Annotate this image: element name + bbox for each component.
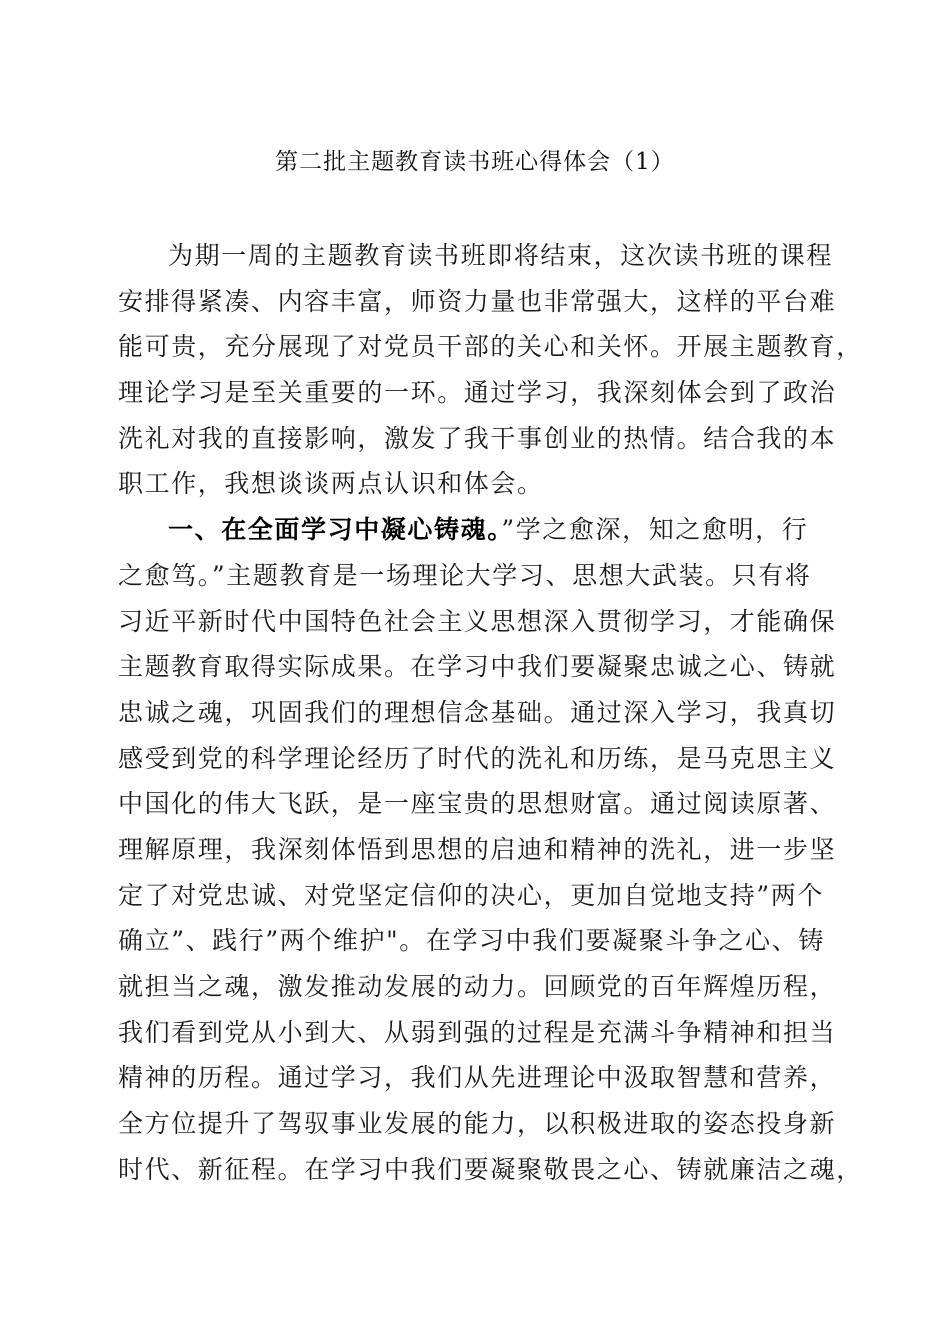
section-first-line-text: ”学之愈深，知之愈明，行 (501, 515, 809, 545)
paragraph-line: 我们看到党从小到大、从弱到强的过程是充满斗争精神和担当 (118, 1017, 837, 1047)
paragraph-line: 就担当之魂，激发推动发展的动力。回顾党的百年辉煌历程， (118, 972, 837, 1001)
paragraph-line: 全方位提升了驾驭事业发展的能力，以积极进取的姿态投身新 (118, 1109, 837, 1139)
paragraph-line: 安排得紧凑、内容丰富，师资力量也非常强大，这样的平台难 (118, 286, 837, 316)
paragraph-line: 时代、新征程。在学习中我们要凝聚敬畏之心、铸就廉洁之魂， (118, 1154, 863, 1184)
paragraph-line: 中国化的伟大飞跃，是一座宝贵的思想财富。通过阅读原著、 (118, 789, 837, 819)
paragraph-line: 主题教育取得实际成果。在学习中我们要凝聚忠诚之心、铸就 (118, 652, 837, 682)
paragraph-line: 理论学习是至关重要的一环。通过学习，我深刻体会到了政治 (118, 378, 837, 408)
paragraph-line: 习近平新时代中国特色社会主义思想深入贯彻学习，才能确保 (118, 606, 837, 636)
document-title: 第二批主题教育读书班心得体会（1） (275, 149, 675, 175)
paragraph-line: 能可贵，充分展现了对党员干部的关心和关怀。开展主题教育， (118, 332, 863, 362)
paragraph-line: 忠诚之魂，巩固我们的理想信念基础。通过深入学习，我真切 (118, 697, 837, 727)
paragraph-line: 确立”、践行”两个维护"。在学习中我们要凝聚斗争之心、铸 (118, 926, 825, 956)
paragraph-line: 定了对党忠诚、对党坚定信仰的决心，更加自觉地支持”两个 (118, 880, 824, 910)
paragraph-line: 为期一周的主题教育读书班即将结束，这次读书班的课程 (168, 241, 834, 270)
paragraph-line: 职工作，我想谈谈两点认识和体会。 (118, 469, 544, 499)
paragraph-line: 精神的历程。通过学习，我们从先进理论中汲取智慧和营养， (118, 1063, 837, 1093)
document-body (118, 233, 863, 1192)
paragraph-line: 之愈笃。”主题教育是一场理论大学习、思想大武装。只有将 (118, 560, 812, 590)
section-first-line (118, 507, 834, 553)
paragraph-line: 感受到党的科学理论经历了时代的洗礼和历练，是马克思主义 (118, 743, 837, 773)
section-heading: 一、在全面学习中凝心铸魂。 (168, 515, 502, 545)
paragraph-line: 洗礼对我的直接影响，激发了我干事创业的热情。结合我的本 (118, 423, 837, 453)
paragraph-line: 理解原理，我深刻体悟到思想的启迪和精神的洗礼，进一步坚 (118, 834, 837, 864)
